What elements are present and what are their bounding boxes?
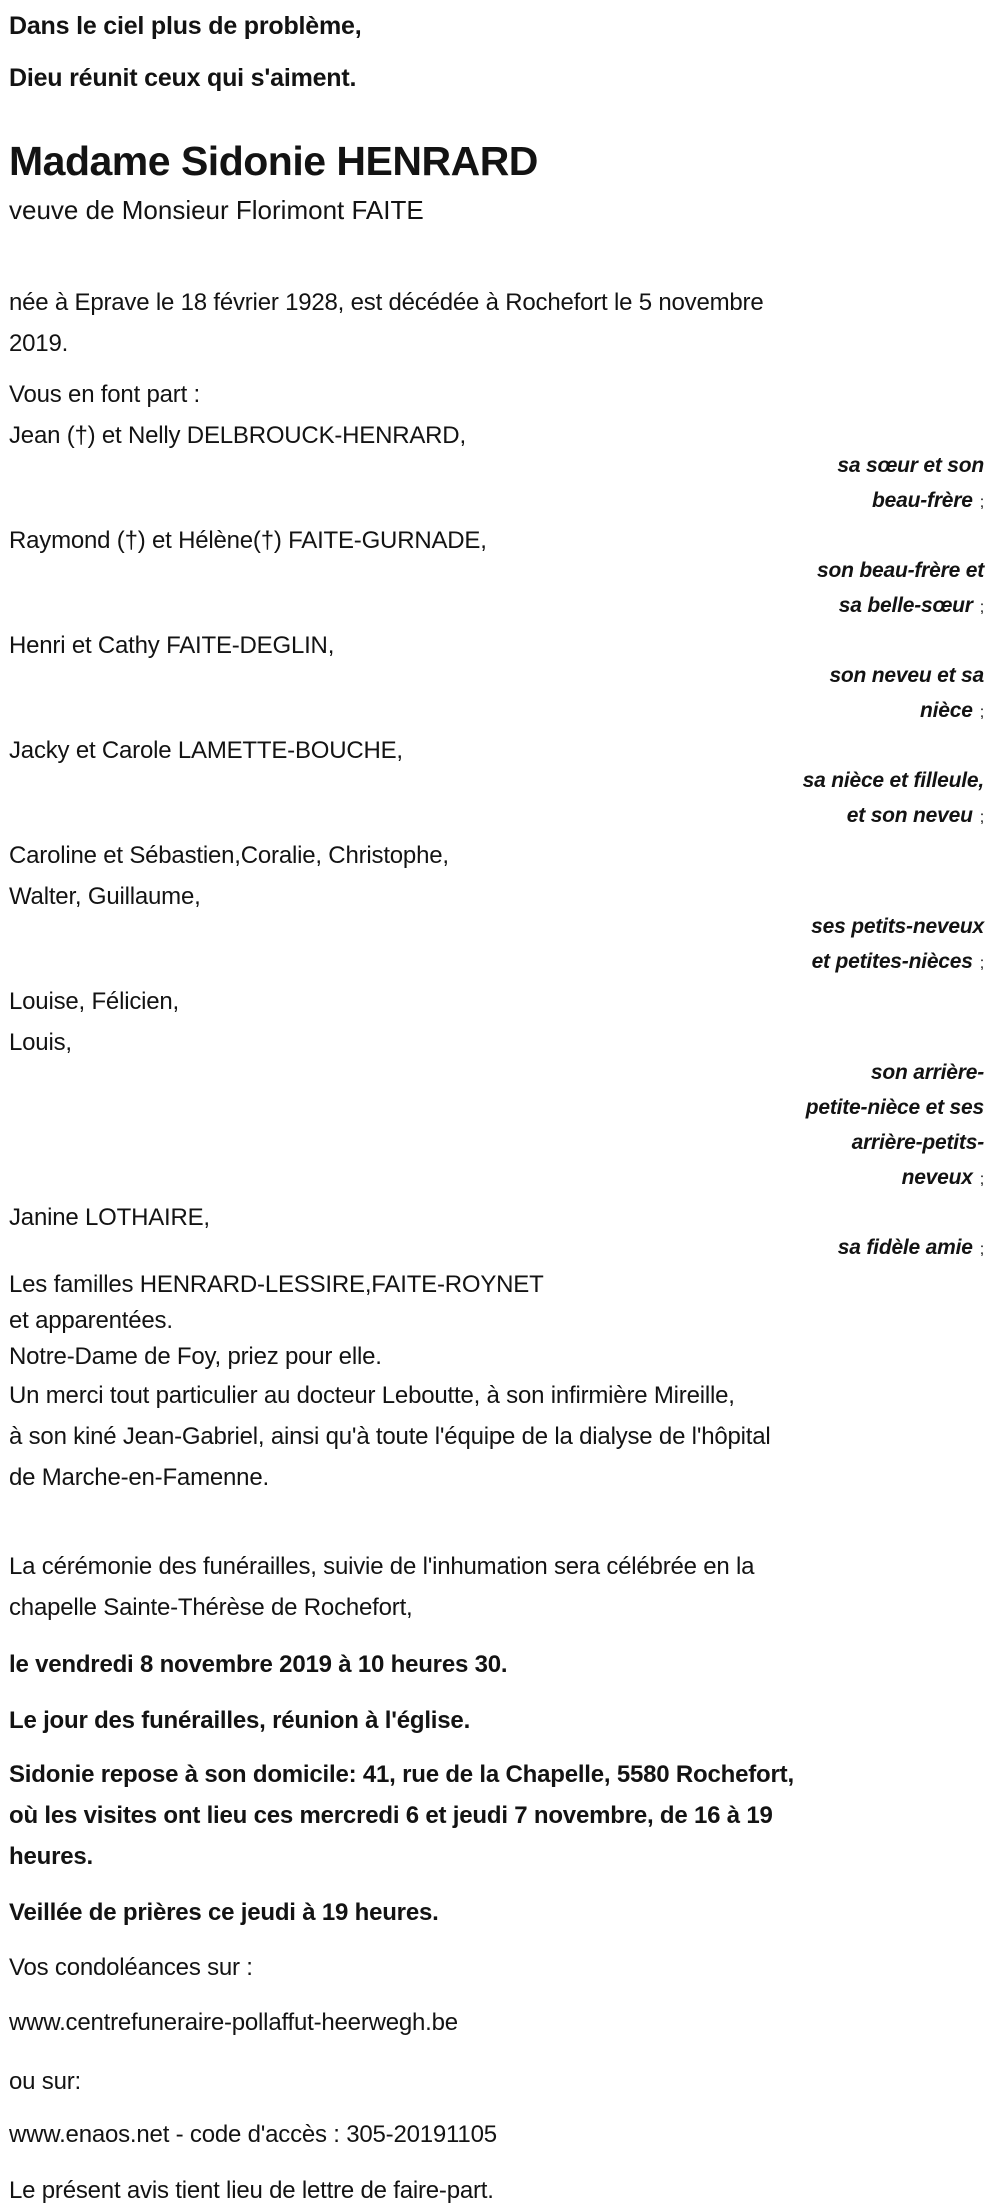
relation-text: arrière-petits-: [851, 1131, 984, 1154]
relation-text: sa sœur et son: [837, 454, 984, 477]
condolences-label: Vos condoléances sur :: [9, 1954, 253, 1981]
relation-suffix: ;: [979, 494, 984, 511]
life-dates: [9, 282, 984, 364]
families-line: et apparentées.: [9, 1307, 173, 1334]
relation-suffix: ;: [979, 1171, 984, 1188]
mourner-relation: [9, 909, 984, 981]
repose-line: où les visites ont lieu ces mercredi 6 et jeudi 7 novembre, de 16 à 19: [9, 1802, 773, 1829]
repose-line: heures.: [9, 1843, 93, 1870]
mourner-name-line: Caroline et Sébastien,Coralie, Christophe,: [9, 842, 449, 869]
deceased-name: Madame Sidonie HENRARD: [9, 138, 538, 184]
mourner-relation: [9, 553, 984, 625]
church-meeting-line: Le jour des funérailles, réunion à l'église.: [9, 1707, 471, 1734]
relation-suffix: ;: [979, 599, 984, 616]
ceremony-block: [9, 1546, 984, 1628]
relation-text: nièce: [920, 699, 973, 722]
epigraph: [9, 12, 984, 92]
relation-line: [9, 798, 984, 835]
relation-text: beau-frère: [872, 489, 973, 512]
vigil-line: Veillée de prières ce jeudi à 19 heures.: [9, 1899, 439, 1926]
relation-text: sa nièce et filleule,: [802, 769, 984, 792]
prayer-line: Notre-Dame de Foy, priez pour elle.: [9, 1343, 382, 1370]
mourner-group: [9, 730, 984, 835]
relation-line: [9, 1055, 984, 1090]
mourner-name-line: Henri et Cathy FAITE-DEGLIN,: [9, 632, 335, 659]
mourner-relation: [9, 658, 984, 730]
families-block: [9, 1267, 984, 1339]
epigraph-line-1: Dans le ciel plus de problème,: [9, 12, 362, 40]
relation-line: [9, 1160, 984, 1197]
relation-text: sa fidèle amie: [837, 1236, 973, 1259]
relation-line: [9, 944, 984, 981]
mourner-group: [9, 835, 984, 981]
relation-suffix: ;: [979, 704, 984, 721]
relation-text: petite-nièce et ses: [805, 1096, 984, 1119]
relation-suffix: ;: [979, 955, 984, 972]
or-label: ou sur:: [9, 2068, 81, 2095]
mourner-name-line: Raymond (†) et Hélène(†) FAITE-GURNADE,: [9, 527, 487, 554]
mourner-name-line: Louise, Félicien,: [9, 988, 180, 1015]
relation-text: et son neveu: [846, 804, 973, 827]
mourner-group: [9, 625, 984, 730]
ceremony-line: chapelle Sainte-Thérèse de Rochefort,: [9, 1594, 413, 1621]
families-line: Les familles HENRARD-LESSIRE,FAITE-ROYNET: [9, 1271, 544, 1298]
life-line: née à Eprave le 18 février 1928, est décédée à Rochefort le 5 novembre: [9, 289, 764, 316]
thanks-line: Un merci tout particulier au docteur Leboutte, à son infirmière Mireille,: [9, 1382, 735, 1409]
funeral-home-url: www.centrefuneraire-pollaffut-heerwegh.be: [9, 2009, 458, 2036]
relation-line: [9, 483, 984, 520]
life-line: 2019.: [9, 330, 69, 357]
mourner-name-line: Jacky et Carole LAMETTE-BOUCHE,: [9, 737, 403, 764]
relation-text: et petites-nièces: [811, 950, 973, 973]
relation-text: ses petits-neveux: [811, 915, 984, 938]
thanks-line: à son kiné Jean-Gabriel, ainsi qu'à toute l'équipe de la dialyse de l'hôpital: [9, 1423, 771, 1450]
relation-line: [9, 588, 984, 625]
repose-line: Sidonie repose à son domicile: 41, rue de la Chapelle, 5580 Rochefort,: [9, 1761, 794, 1788]
mourner-group: [9, 415, 984, 520]
relation-line: [9, 693, 984, 730]
mourner-name-line: Louis,: [9, 1029, 72, 1056]
announcement-intro: Vous en font part :: [9, 381, 201, 408]
epigraph-line-2: Dieu réunit ceux qui s'aiment.: [9, 64, 357, 92]
mourner-relation: [9, 763, 984, 835]
mourner-group: [9, 981, 984, 1197]
relation-text: son arrière-: [870, 1061, 984, 1084]
mourner-relation: [9, 1055, 984, 1197]
deceased-subtitle: veuve de Monsieur Florimont FAITE: [9, 195, 424, 225]
mourner-name-line: Janine LOTHAIRE,: [9, 1204, 210, 1231]
relation-text: son beau-frère et: [817, 559, 984, 582]
relation-suffix: ;: [979, 809, 984, 826]
repose-block: [9, 1754, 984, 1877]
enaos-url: www.enaos.net - code d'accès : 305-20191105: [9, 2121, 497, 2148]
thanks-block: [9, 1375, 984, 1498]
relation-text: neveux: [901, 1166, 973, 1189]
funeral-date-line: le vendredi 8 novembre 2019 à 10 heures 30.: [9, 1651, 508, 1678]
mourner-group: [9, 1197, 984, 1267]
relation-text: son neveu et sa: [829, 664, 984, 687]
mourner-name-line: Jean (†) et Nelly DELBROUCK-HENRARD,: [9, 422, 466, 449]
closing-line: Le présent avis tient lieu de lettre de faire-part.: [9, 2177, 494, 2204]
relation-suffix: ;: [979, 1241, 984, 1258]
thanks-line: de Marche-en-Famenne.: [9, 1464, 269, 1491]
ceremony-line: La cérémonie des funérailles, suivie de l'inhumation sera célébrée en la: [9, 1553, 755, 1580]
mourner-group: [9, 520, 984, 625]
mourner-name-line: Walter, Guillaume,: [9, 883, 201, 910]
relation-line: [9, 1090, 984, 1125]
relation-text: sa belle-sœur: [838, 594, 973, 617]
mourner-relation: [9, 448, 984, 520]
relation-line: [9, 1125, 984, 1160]
